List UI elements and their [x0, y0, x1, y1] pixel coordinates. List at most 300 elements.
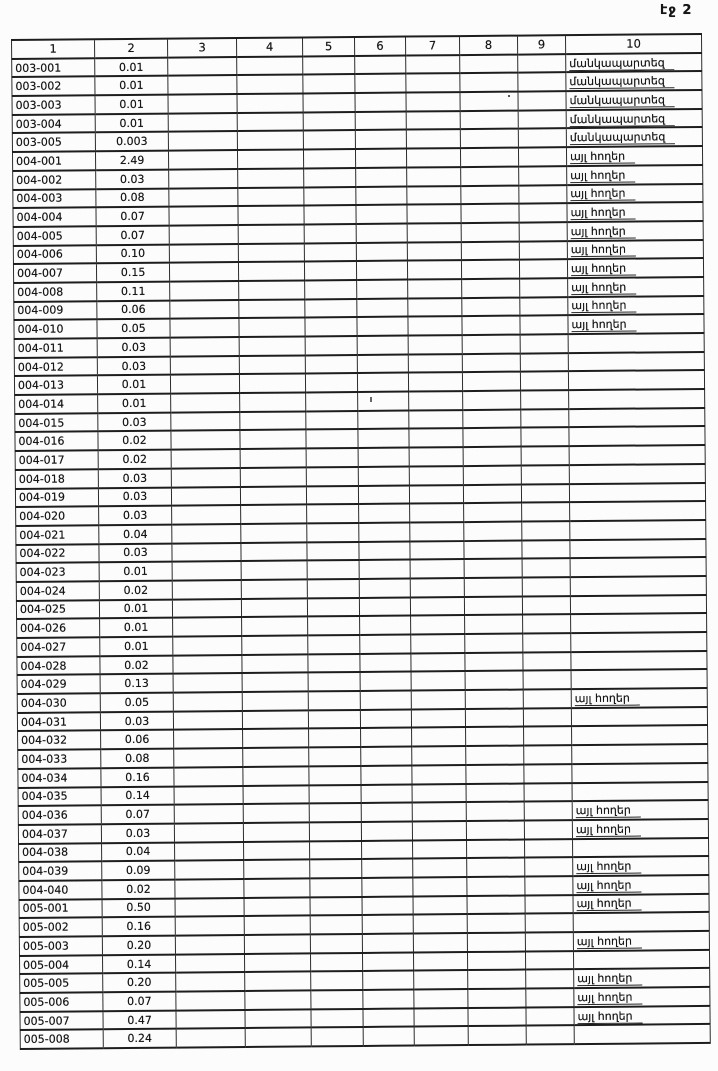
empty-cell — [467, 839, 525, 858]
empty-cell — [518, 147, 566, 166]
row-value: 0.01 — [95, 113, 168, 132]
empty-cell — [244, 860, 310, 879]
empty-cell — [357, 298, 408, 317]
empty-cell — [308, 710, 360, 729]
row-note — [567, 202, 703, 222]
empty-cell — [239, 355, 305, 374]
empty-cell — [363, 1008, 414, 1027]
row-code: 005-001 — [19, 899, 102, 918]
row-code: 004-015 — [15, 413, 98, 432]
empty-cell — [173, 673, 242, 692]
empty-cell — [311, 990, 363, 1009]
empty-cell — [465, 708, 523, 727]
row-code: 004-018 — [15, 469, 98, 488]
row-code: 004-025 — [16, 600, 99, 619]
row-code: 004-011 — [14, 338, 97, 357]
empty-cell — [244, 934, 310, 953]
empty-cell — [410, 503, 464, 522]
empty-cell — [168, 150, 237, 169]
empty-cell — [169, 169, 238, 188]
empty-cell — [357, 317, 408, 336]
row-code: 004-036 — [18, 805, 101, 824]
row-note — [573, 894, 709, 914]
row-value: 0.01 — [98, 394, 171, 413]
row-note — [568, 333, 704, 353]
row-value: 0.07 — [96, 226, 169, 245]
note-text: այլ հողեր — [577, 1008, 642, 1024]
empty-cell — [526, 1026, 574, 1045]
empty-cell — [361, 747, 412, 766]
row-value: 0.16 — [101, 767, 174, 786]
row-value: 0.07 — [96, 207, 169, 226]
empty-cell — [306, 485, 358, 504]
empty-cell — [463, 409, 521, 428]
empty-cell — [355, 111, 406, 130]
empty-cell — [173, 711, 242, 730]
empty-cell — [358, 448, 409, 467]
empty-cell — [411, 709, 465, 728]
row-value: 0.08 — [96, 188, 169, 207]
row-value: 0.09 — [102, 861, 175, 880]
empty-cell — [308, 654, 360, 673]
empty-cell — [304, 205, 356, 224]
empty-cell — [168, 113, 237, 132]
empty-cell — [466, 820, 524, 839]
empty-cell — [239, 280, 305, 299]
empty-cell — [519, 222, 567, 241]
empty-cell — [173, 655, 242, 674]
row-code: 004-038 — [19, 843, 102, 862]
empty-cell — [170, 337, 239, 356]
row-value: 0.01 — [99, 562, 172, 581]
empty-cell — [462, 353, 520, 372]
empty-cell — [413, 914, 467, 933]
row-value: 0.47 — [103, 1010, 176, 1029]
empty-cell — [521, 484, 569, 503]
row-code: 004-006 — [13, 245, 96, 264]
empty-cell — [362, 859, 413, 878]
row-note — [571, 707, 707, 727]
row-value: 0.01 — [97, 375, 170, 394]
row-note — [574, 968, 710, 988]
empty-cell — [242, 654, 308, 673]
empty-cell — [238, 243, 304, 262]
row-note — [568, 370, 704, 390]
empty-cell — [525, 857, 573, 876]
empty-cell — [410, 597, 464, 616]
row-value: 0.03 — [97, 338, 170, 357]
empty-cell — [355, 130, 406, 149]
row-note — [570, 595, 706, 615]
empty-cell — [171, 449, 240, 468]
empty-cell — [307, 579, 359, 598]
row-code: 004-030 — [17, 693, 100, 712]
empty-cell — [304, 168, 356, 187]
row-code: 004-003 — [13, 189, 96, 208]
empty-cell — [358, 410, 409, 429]
row-note — [573, 950, 709, 970]
empty-cell — [410, 522, 464, 541]
row-note — [571, 651, 707, 671]
empty-cell — [174, 767, 243, 786]
empty-cell — [523, 689, 571, 708]
empty-cell — [412, 784, 466, 803]
empty-cell — [303, 74, 355, 93]
row-value: 0.24 — [103, 1029, 176, 1048]
empty-cell — [305, 373, 357, 392]
row-note — [569, 464, 705, 484]
row-code: 004-024 — [16, 581, 99, 600]
row-note — [570, 539, 706, 559]
empty-cell — [303, 130, 355, 149]
empty-cell — [362, 896, 413, 915]
empty-cell — [306, 411, 358, 430]
row-value: 0.01 — [95, 57, 168, 76]
empty-cell — [244, 878, 310, 897]
note-text: մանկապարտեզ — [570, 111, 676, 127]
empty-cell — [407, 167, 461, 186]
empty-cell — [304, 261, 356, 280]
empty-cell — [306, 448, 358, 467]
row-value: 0.02 — [100, 655, 173, 674]
empty-cell — [521, 390, 569, 409]
row-value: 0.03 — [98, 468, 171, 487]
empty-cell — [311, 1027, 363, 1046]
empty-cell — [355, 55, 406, 74]
empty-cell — [242, 710, 308, 729]
row-value: 0.08 — [101, 749, 174, 768]
empty-cell — [524, 764, 572, 783]
empty-cell — [356, 242, 407, 261]
empty-cell — [310, 878, 362, 897]
empty-cell — [518, 54, 566, 73]
row-value: 0.15 — [96, 263, 169, 282]
empty-cell — [243, 766, 309, 785]
empty-cell — [362, 915, 413, 934]
row-code: 004-034 — [18, 768, 101, 787]
empty-cell — [360, 653, 411, 672]
empty-cell — [170, 356, 239, 375]
empty-cell — [238, 206, 304, 225]
row-note — [571, 669, 707, 689]
empty-cell — [406, 73, 460, 92]
empty-cell — [308, 691, 360, 710]
table-body — [12, 53, 711, 1049]
empty-cell — [460, 110, 518, 129]
empty-cell — [303, 93, 355, 112]
empty-cell — [463, 447, 521, 466]
row-note — [573, 912, 709, 932]
empty-cell — [412, 765, 466, 784]
row-note — [573, 856, 709, 876]
empty-cell — [360, 691, 411, 710]
row-note — [570, 501, 706, 521]
empty-cell — [239, 374, 305, 393]
row-code: 004-023 — [16, 563, 99, 582]
row-value: 0.02 — [102, 880, 175, 899]
empty-cell — [523, 614, 571, 633]
empty-cell — [362, 877, 413, 896]
row-code: 004-008 — [14, 282, 97, 301]
empty-cell — [408, 279, 462, 298]
empty-cell — [309, 803, 361, 822]
empty-cell — [522, 558, 570, 577]
row-code: 004-019 — [15, 488, 98, 507]
empty-cell — [461, 241, 519, 260]
empty-cell — [305, 299, 357, 318]
note-text: այլ հողեր — [571, 279, 636, 295]
empty-cell — [518, 91, 566, 110]
empty-cell — [521, 409, 569, 428]
empty-cell — [244, 841, 310, 860]
row-note — [567, 258, 703, 278]
empty-cell — [524, 727, 572, 746]
note-text: այլ հողեր — [571, 261, 636, 277]
empty-cell — [523, 708, 571, 727]
row-note — [566, 109, 702, 129]
note-text: այլ հողեր — [577, 933, 642, 949]
empty-cell — [463, 484, 521, 503]
row-note — [568, 352, 704, 372]
empty-cell — [169, 244, 238, 263]
empty-cell — [463, 465, 521, 484]
empty-cell — [245, 1028, 311, 1047]
row-code: 004-031 — [17, 712, 100, 731]
empty-cell — [410, 578, 464, 597]
empty-cell — [243, 804, 309, 823]
row-value: 0.01 — [100, 637, 173, 656]
row-value: 0.03 — [96, 169, 169, 188]
empty-cell — [175, 842, 244, 861]
empty-cell — [462, 335, 520, 354]
row-value: 0.04 — [99, 524, 172, 543]
row-note — [572, 763, 708, 783]
empty-cell — [524, 783, 572, 802]
empty-cell — [240, 467, 306, 486]
empty-cell — [174, 729, 243, 748]
row-value: 0.05 — [97, 319, 170, 338]
empty-cell — [311, 971, 363, 990]
empty-cell — [525, 913, 573, 932]
empty-cell — [361, 821, 412, 840]
empty-cell — [241, 523, 307, 542]
land-parcel-table — [11, 33, 711, 1050]
empty-cell — [361, 784, 412, 803]
empty-cell — [242, 673, 308, 692]
empty-cell — [310, 897, 362, 916]
empty-cell — [359, 560, 410, 579]
empty-cell — [171, 412, 240, 431]
empty-cell — [244, 916, 310, 935]
empty-cell — [241, 579, 307, 598]
empty-cell — [524, 801, 572, 820]
empty-cell — [461, 185, 519, 204]
row-code: 003-001 — [12, 58, 95, 77]
row-value: 0.11 — [97, 282, 170, 301]
empty-cell — [238, 224, 304, 243]
empty-cell — [409, 485, 463, 504]
empty-cell — [310, 915, 362, 934]
empty-cell — [462, 297, 520, 316]
note-text: այլ հողեր — [577, 989, 642, 1005]
empty-cell — [175, 860, 244, 879]
row-note — [572, 781, 708, 801]
empty-cell — [308, 635, 360, 654]
empty-cell — [168, 131, 237, 150]
empty-cell — [362, 952, 413, 971]
row-code: 004-035 — [18, 787, 101, 806]
empty-cell — [461, 260, 519, 279]
empty-cell — [357, 336, 408, 355]
empty-cell — [522, 577, 570, 596]
empty-cell — [175, 935, 244, 954]
empty-cell — [357, 354, 408, 373]
empty-cell — [171, 393, 240, 412]
empty-cell — [306, 429, 358, 448]
empty-cell — [241, 542, 307, 561]
empty-cell — [525, 895, 573, 914]
row-value: 0.06 — [97, 300, 170, 319]
empty-cell — [175, 898, 244, 917]
empty-cell — [355, 74, 406, 93]
empty-cell — [309, 784, 361, 803]
empty-cell — [411, 653, 465, 672]
empty-cell — [520, 334, 568, 353]
row-note — [566, 90, 702, 110]
row-code: 004-010 — [14, 320, 97, 339]
row-value: 0.02 — [99, 581, 172, 600]
row-note — [568, 296, 704, 316]
row-value: 0.50 — [102, 898, 175, 917]
row-code: 004-016 — [15, 432, 98, 451]
empty-cell — [357, 279, 408, 298]
empty-cell — [175, 916, 244, 935]
row-note — [572, 800, 708, 820]
empty-cell — [525, 951, 573, 970]
note-text: այլ հողեր — [575, 690, 640, 706]
row-note — [569, 389, 705, 409]
empty-cell — [520, 372, 568, 391]
empty-cell — [238, 168, 304, 187]
empty-cell — [170, 374, 239, 393]
row-value: 0.14 — [102, 954, 175, 973]
row-value: 0.05 — [100, 693, 173, 712]
empty-cell — [362, 934, 413, 953]
empty-cell — [406, 111, 460, 130]
empty-cell — [310, 953, 362, 972]
empty-cell — [362, 840, 413, 859]
empty-cell — [468, 1007, 526, 1026]
row-code: 004-017 — [15, 450, 98, 469]
empty-cell — [520, 315, 568, 334]
empty-cell — [523, 652, 571, 671]
empty-cell — [411, 671, 465, 690]
empty-cell — [171, 430, 240, 449]
row-value: 0.07 — [103, 992, 176, 1011]
empty-cell — [412, 727, 466, 746]
empty-cell — [238, 187, 304, 206]
row-value: 0.20 — [102, 936, 175, 955]
empty-cell — [363, 971, 414, 990]
row-code: 004-039 — [19, 861, 102, 880]
empty-cell — [409, 447, 463, 466]
empty-cell — [460, 92, 518, 111]
empty-cell — [303, 112, 355, 131]
empty-cell — [413, 952, 467, 971]
empty-cell — [410, 541, 464, 560]
empty-cell — [466, 727, 524, 746]
row-code: 003-003 — [12, 95, 95, 114]
empty-cell — [462, 279, 520, 298]
empty-cell — [518, 129, 566, 148]
empty-cell — [413, 896, 467, 915]
empty-cell — [464, 503, 522, 522]
row-code: 004-028 — [17, 656, 100, 675]
row-code: 004-002 — [13, 170, 96, 189]
empty-cell — [463, 391, 521, 410]
row-note — [569, 408, 705, 428]
note-text: այլ հողեր — [577, 971, 642, 987]
row-value: 2.49 — [95, 151, 168, 170]
note-text: այլ հողեր — [571, 223, 636, 239]
empty-cell — [360, 635, 411, 654]
row-value: 0.14 — [101, 786, 174, 805]
empty-cell — [520, 353, 568, 372]
empty-cell — [308, 616, 360, 635]
row-value: 0.06 — [101, 730, 174, 749]
row-note — [569, 482, 705, 502]
row-code: 004-037 — [18, 824, 101, 843]
empty-cell — [525, 932, 573, 951]
row-value: 0.03 — [98, 487, 171, 506]
empty-cell — [411, 690, 465, 709]
empty-cell — [359, 504, 410, 523]
empty-cell — [172, 524, 241, 543]
empty-cell — [306, 467, 358, 486]
empty-cell — [524, 745, 572, 764]
note-text: այլ հողեր — [571, 317, 636, 333]
row-note — [566, 127, 702, 147]
row-note — [569, 445, 705, 465]
empty-cell — [174, 823, 243, 842]
row-note — [566, 53, 702, 73]
empty-cell — [356, 223, 407, 242]
empty-cell — [239, 299, 305, 318]
empty-cell — [460, 129, 518, 148]
empty-cell — [406, 92, 460, 111]
empty-cell — [237, 150, 303, 169]
empty-cell — [305, 317, 357, 336]
empty-cell — [243, 729, 309, 748]
empty-cell — [174, 804, 243, 823]
empty-cell — [522, 521, 570, 540]
empty-cell — [523, 671, 571, 690]
empty-cell — [361, 803, 412, 822]
empty-cell — [467, 876, 525, 895]
empty-cell — [466, 764, 524, 783]
row-code: 005-008 — [20, 1030, 103, 1049]
empty-cell — [461, 222, 519, 241]
row-value: 0.20 — [103, 973, 176, 992]
empty-cell — [359, 597, 410, 616]
row-note — [569, 426, 705, 446]
row-code: 004-040 — [19, 880, 102, 899]
empty-cell — [240, 486, 306, 505]
empty-cell — [467, 933, 525, 952]
empty-cell — [413, 877, 467, 896]
empty-cell — [523, 633, 571, 652]
empty-cell — [409, 410, 463, 429]
